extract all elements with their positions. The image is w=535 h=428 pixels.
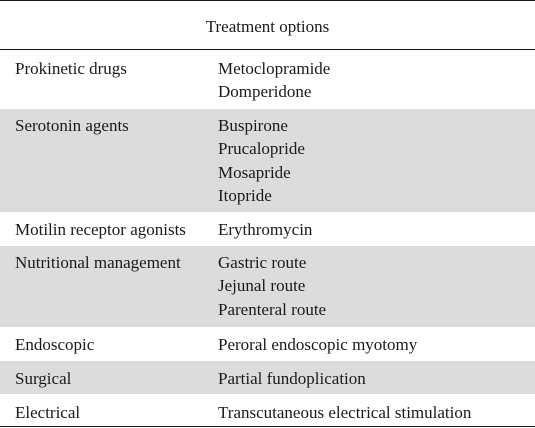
category-cell: Surgical bbox=[15, 369, 72, 388]
treatment-option: Mosapride bbox=[218, 162, 291, 182]
options-cell bbox=[218, 218, 535, 245]
category-cell: Nutritional management bbox=[15, 253, 181, 272]
treatment-option: Erythromycin bbox=[218, 220, 313, 239]
treatment-option: Peroral endoscopic myotomy bbox=[218, 335, 418, 354]
options-cell bbox=[218, 57, 535, 108]
category-cell: Motilin receptor agonists bbox=[15, 220, 186, 239]
category-cell: Electrical bbox=[15, 403, 81, 422]
options-cell bbox=[218, 251, 535, 327]
table-row bbox=[0, 245, 535, 327]
table-header-label: Treatment options bbox=[205, 17, 330, 36]
treatment-option: Parenteral route bbox=[218, 299, 327, 319]
table-row bbox=[0, 394, 535, 428]
treatment-option: Metoclopramide bbox=[218, 59, 331, 78]
treatment-option: Transcutaneous electrical stimulation bbox=[218, 403, 472, 422]
table-row bbox=[0, 212, 535, 245]
table-body bbox=[0, 50, 535, 428]
options-cell bbox=[218, 114, 535, 212]
options-cell bbox=[218, 333, 535, 360]
category-cell: Endoscopic bbox=[15, 335, 95, 354]
treatment-option: Jejunal route bbox=[218, 276, 306, 296]
treatment-option: Prucalopride bbox=[218, 139, 305, 159]
table-row bbox=[0, 108, 535, 212]
table-header bbox=[0, 1, 535, 50]
options-cell bbox=[218, 401, 535, 428]
options-cell bbox=[218, 367, 535, 394]
category-cell: Prokinetic drugs bbox=[15, 59, 127, 78]
table-row bbox=[0, 50, 535, 108]
treatment-option: Domperidone bbox=[218, 82, 312, 102]
category-cell: Serotonin agents bbox=[15, 116, 129, 135]
treatment-option: Buspirone bbox=[218, 116, 288, 135]
treatment-option: Gastric route bbox=[218, 253, 307, 272]
treatment-option: Itopride bbox=[218, 185, 272, 205]
table-row bbox=[0, 360, 535, 394]
table-row bbox=[0, 327, 535, 360]
treatment-option: Partial fundoplication bbox=[218, 369, 366, 388]
